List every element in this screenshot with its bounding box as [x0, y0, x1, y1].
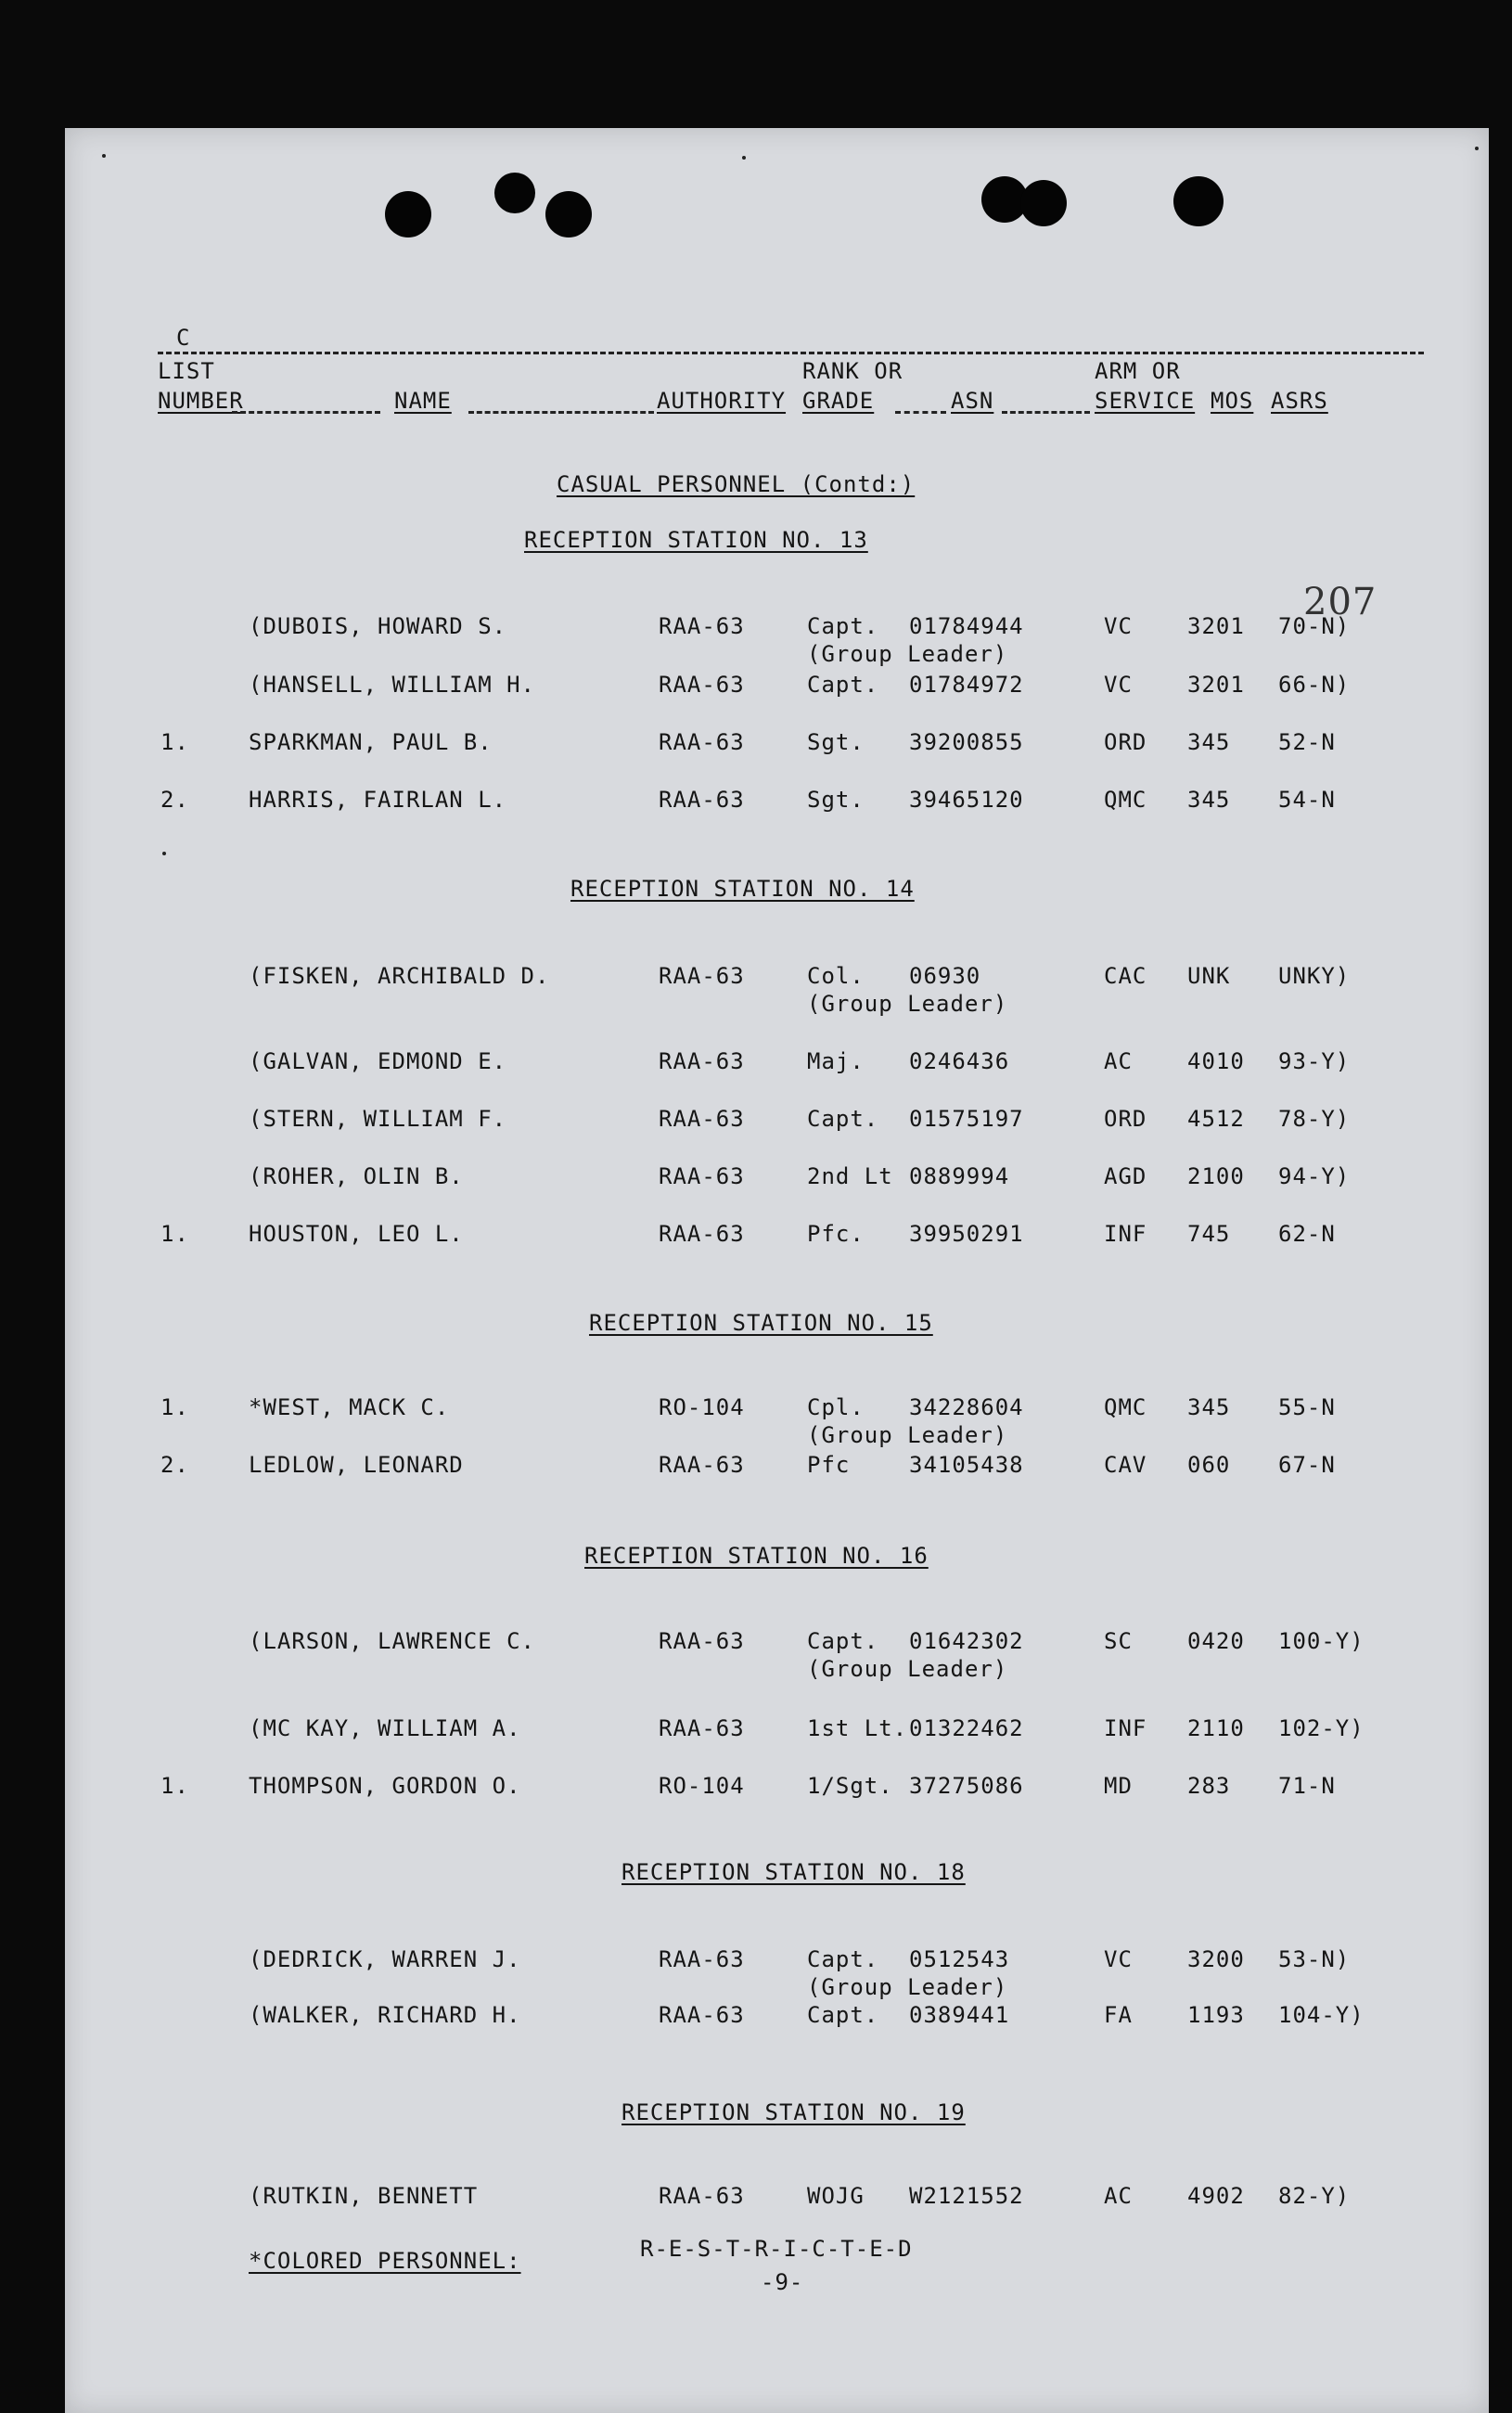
authority-cell: RO-104: [659, 1394, 745, 1420]
group-leader-note: (Group Leader): [807, 1974, 1008, 2000]
authority-cell: RAA-63: [659, 963, 745, 989]
name-cell: (WALKER, RICHARD H.: [249, 2002, 521, 2028]
mos-cell: UNK: [1187, 963, 1231, 989]
rank-cell: Sgt.: [807, 729, 865, 755]
mos-cell: 283: [1187, 1773, 1231, 1799]
list-number-cell: 1.: [160, 1394, 189, 1420]
mos-cell: 345: [1187, 729, 1231, 755]
rank-cell: 2nd Lt: [807, 1163, 893, 1189]
mos-cell: 745: [1187, 1221, 1231, 1247]
name-cell: (MC KAY, WILLIAM A.: [249, 1715, 521, 1741]
service-cell: AC: [1104, 2183, 1133, 2209]
section-title: RECEPTION STATION NO. 15: [589, 1310, 933, 1336]
mos-cell: 0420: [1187, 1628, 1245, 1654]
authority-cell: RAA-63: [659, 1106, 745, 1132]
asn-cell: 01575197: [909, 1106, 1024, 1132]
header-bottom-rule: [895, 411, 946, 414]
col-number-header: NUMBER: [158, 388, 244, 414]
rank-cell: Capt.: [807, 613, 879, 639]
asrs-cell: 62-N: [1278, 1221, 1336, 1247]
name-cell: (DUBOIS, HOWARD S.: [249, 613, 507, 639]
corner-mark: C: [176, 325, 191, 351]
asn-cell: 01322462: [909, 1715, 1024, 1741]
service-cell: SC: [1104, 1628, 1133, 1654]
asrs-cell: 52-N: [1278, 729, 1336, 755]
asn-cell: 0889994: [909, 1163, 1010, 1189]
document-page: [65, 128, 1489, 2413]
asrs-cell: 71-N: [1278, 1773, 1336, 1799]
asn-cell: 34105438: [909, 1452, 1024, 1478]
list-number-cell: 1.: [160, 1773, 189, 1799]
asn-cell: 0389441: [909, 2002, 1010, 2028]
rank-cell: Capt.: [807, 1106, 879, 1132]
service-cell: CAV: [1104, 1452, 1147, 1478]
mos-cell: 2100: [1187, 1163, 1245, 1189]
name-cell: (ROHER, OLIN B.: [249, 1163, 464, 1189]
header-bottom-rule: [232, 411, 380, 414]
service-cell: AC: [1104, 1048, 1133, 1074]
asrs-cell: 53-N): [1278, 1946, 1351, 1972]
asn-cell: 39950291: [909, 1221, 1024, 1247]
col-mos-header: MOS: [1211, 388, 1254, 414]
mos-cell: 1193: [1187, 2002, 1245, 2028]
name-cell: THOMPSON, GORDON O.: [249, 1773, 521, 1799]
authority-cell: RAA-63: [659, 729, 745, 755]
name-cell: (LARSON, LAWRENCE C.: [249, 1628, 535, 1654]
asrs-cell: UNKY): [1278, 963, 1351, 989]
authority-cell: RAA-63: [659, 2183, 745, 2209]
asn-cell: 34228604: [909, 1394, 1024, 1420]
asrs-cell: 82-Y): [1278, 2183, 1351, 2209]
service-cell: INF: [1104, 1221, 1147, 1247]
col-name-header: NAME: [394, 388, 452, 414]
mos-cell: 4512: [1187, 1106, 1245, 1132]
mos-cell: 4010: [1187, 1048, 1245, 1074]
authority-cell: RAA-63: [659, 787, 745, 813]
mos-cell: 3201: [1187, 613, 1245, 639]
asrs-cell: 104-Y): [1278, 2002, 1365, 2028]
mos-cell: 3200: [1187, 1946, 1245, 1972]
authority-cell: RAA-63: [659, 1946, 745, 1972]
list-number-cell: 2.: [160, 787, 189, 813]
name-cell: (HANSELL, WILLIAM H.: [249, 672, 535, 698]
asrs-cell: 55-N: [1278, 1394, 1336, 1420]
group-leader-note: (Group Leader): [807, 991, 1008, 1017]
punch-hole: [545, 191, 592, 237]
rank-cell: Cpl.: [807, 1394, 865, 1420]
col-list-label: LIST: [158, 358, 215, 384]
mos-cell: 345: [1187, 1394, 1231, 1420]
service-cell: ORD: [1104, 1106, 1147, 1132]
punch-hole: [494, 173, 535, 213]
asn-cell: 06930: [909, 963, 981, 989]
section-title: RECEPTION STATION NO. 16: [584, 1543, 929, 1569]
col-asrs-header: ASRS: [1271, 388, 1328, 414]
header-bottom-rule: [468, 411, 654, 414]
section-title: RECEPTION STATION NO. 19: [621, 2099, 966, 2125]
asn-cell: 0512543: [909, 1946, 1010, 1972]
service-cell: CAC: [1104, 963, 1147, 989]
name-cell: (DEDRICK, WARREN J.: [249, 1946, 521, 1972]
list-number-cell: 1.: [160, 729, 189, 755]
main-title: CASUAL PERSONNEL (Contd:): [557, 471, 916, 497]
rank-cell: Maj.: [807, 1048, 865, 1074]
name-cell: *WEST, MACK C.: [249, 1394, 450, 1420]
punch-hole: [385, 191, 431, 237]
col-service-header: SERVICE: [1095, 388, 1196, 414]
service-cell: INF: [1104, 1715, 1147, 1741]
authority-cell: RAA-63: [659, 1048, 745, 1074]
service-cell: ORD: [1104, 729, 1147, 755]
rank-cell: Col.: [807, 963, 865, 989]
mos-cell: 2110: [1187, 1715, 1245, 1741]
authority-cell: RAA-63: [659, 2002, 745, 2028]
rank-cell: Pfc: [807, 1452, 851, 1478]
name-cell: LEDLOW, LEONARD: [249, 1452, 464, 1478]
rank-cell: Capt.: [807, 1628, 879, 1654]
restricted-marking: R-E-S-T-R-I-C-T-E-D: [640, 2236, 913, 2262]
authority-cell: RO-104: [659, 1773, 745, 1799]
asn-cell: 01784944: [909, 613, 1024, 639]
col-rank-label: RANK OR: [802, 358, 903, 384]
service-cell: FA: [1104, 2002, 1133, 2028]
asn-cell: 39200855: [909, 729, 1024, 755]
name-cell: (FISKEN, ARCHIBALD D.: [249, 963, 550, 989]
asn-cell: W2121552: [909, 2183, 1024, 2209]
col-authority-header: AUTHORITY: [657, 388, 787, 414]
asn-cell: 01642302: [909, 1628, 1024, 1654]
name-cell: (GALVAN, EDMOND E.: [249, 1048, 507, 1074]
authority-cell: RAA-63: [659, 672, 745, 698]
asrs-cell: 94-Y): [1278, 1163, 1351, 1189]
asrs-cell: 66-N): [1278, 672, 1351, 698]
authority-cell: RAA-63: [659, 1628, 745, 1654]
mos-cell: 345: [1187, 787, 1231, 813]
col-asn-header: ASN: [951, 388, 994, 414]
section-title: RECEPTION STATION NO. 14: [570, 876, 915, 902]
service-cell: MD: [1104, 1773, 1133, 1799]
asn-cell: 39465120: [909, 787, 1024, 813]
group-leader-note: (Group Leader): [807, 641, 1008, 667]
rank-cell: WOJG: [807, 2183, 865, 2209]
group-leader-note: (Group Leader): [807, 1656, 1008, 1682]
punch-hole: [1020, 180, 1067, 226]
colored-personnel-note: *COLORED PERSONNEL:: [249, 2248, 521, 2274]
name-cell: SPARKMAN, PAUL B.: [249, 729, 493, 755]
asrs-cell: 93-Y): [1278, 1048, 1351, 1074]
service-cell: VC: [1104, 613, 1133, 639]
asrs-cell: 78-Y): [1278, 1106, 1351, 1132]
asrs-cell: 67-N: [1278, 1452, 1336, 1478]
asrs-cell: 100-Y): [1278, 1628, 1365, 1654]
name-cell: (STERN, WILLIAM F.: [249, 1106, 507, 1132]
authority-cell: RAA-63: [659, 1715, 745, 1741]
name-cell: (RUTKIN, BENNETT: [249, 2183, 479, 2209]
page-number: -9-: [761, 2269, 804, 2295]
header-bottom-rule: [1002, 411, 1090, 414]
list-number-cell: 2.: [160, 1452, 189, 1478]
asn-cell: 37275086: [909, 1773, 1024, 1799]
asrs-cell: 54-N: [1278, 787, 1336, 813]
rank-cell: Capt.: [807, 2002, 879, 2028]
list-number-cell: 1.: [160, 1221, 189, 1247]
asrs-cell: 70-N): [1278, 613, 1351, 639]
rank-cell: Capt.: [807, 1946, 879, 1972]
rank-cell: Capt.: [807, 672, 879, 698]
group-leader-note: (Group Leader): [807, 1422, 1008, 1448]
mos-cell: 3201: [1187, 672, 1245, 698]
authority-cell: RAA-63: [659, 613, 745, 639]
punch-hole: [1173, 176, 1224, 226]
service-cell: VC: [1104, 672, 1133, 698]
name-cell: HOUSTON, LEO L.: [249, 1221, 464, 1247]
authority-cell: RAA-63: [659, 1163, 745, 1189]
col-grade-header: GRADE: [802, 388, 875, 414]
page-stamp: 207: [1303, 581, 1377, 623]
header-top-rule: [158, 352, 1424, 354]
asrs-cell: 102-Y): [1278, 1715, 1365, 1741]
asn-cell: 0246436: [909, 1048, 1010, 1074]
authority-cell: RAA-63: [659, 1452, 745, 1478]
rank-cell: Sgt.: [807, 787, 865, 813]
mos-cell: 060: [1187, 1452, 1231, 1478]
authority-cell: RAA-63: [659, 1221, 745, 1247]
section-title: RECEPTION STATION NO. 13: [524, 527, 868, 553]
section-title: RECEPTION STATION NO. 18: [621, 1859, 966, 1885]
service-cell: QMC: [1104, 1394, 1147, 1420]
rank-cell: 1/Sgt.: [807, 1773, 893, 1799]
rank-cell: 1st Lt.: [807, 1715, 908, 1741]
service-cell: AGD: [1104, 1163, 1147, 1189]
service-cell: QMC: [1104, 787, 1147, 813]
service-cell: VC: [1104, 1946, 1133, 1972]
asn-cell: 01784972: [909, 672, 1024, 698]
rank-cell: Pfc.: [807, 1221, 865, 1247]
mos-cell: 4902: [1187, 2183, 1245, 2209]
col-arm-label: ARM OR: [1095, 358, 1181, 384]
name-cell: HARRIS, FAIRLAN L.: [249, 787, 507, 813]
